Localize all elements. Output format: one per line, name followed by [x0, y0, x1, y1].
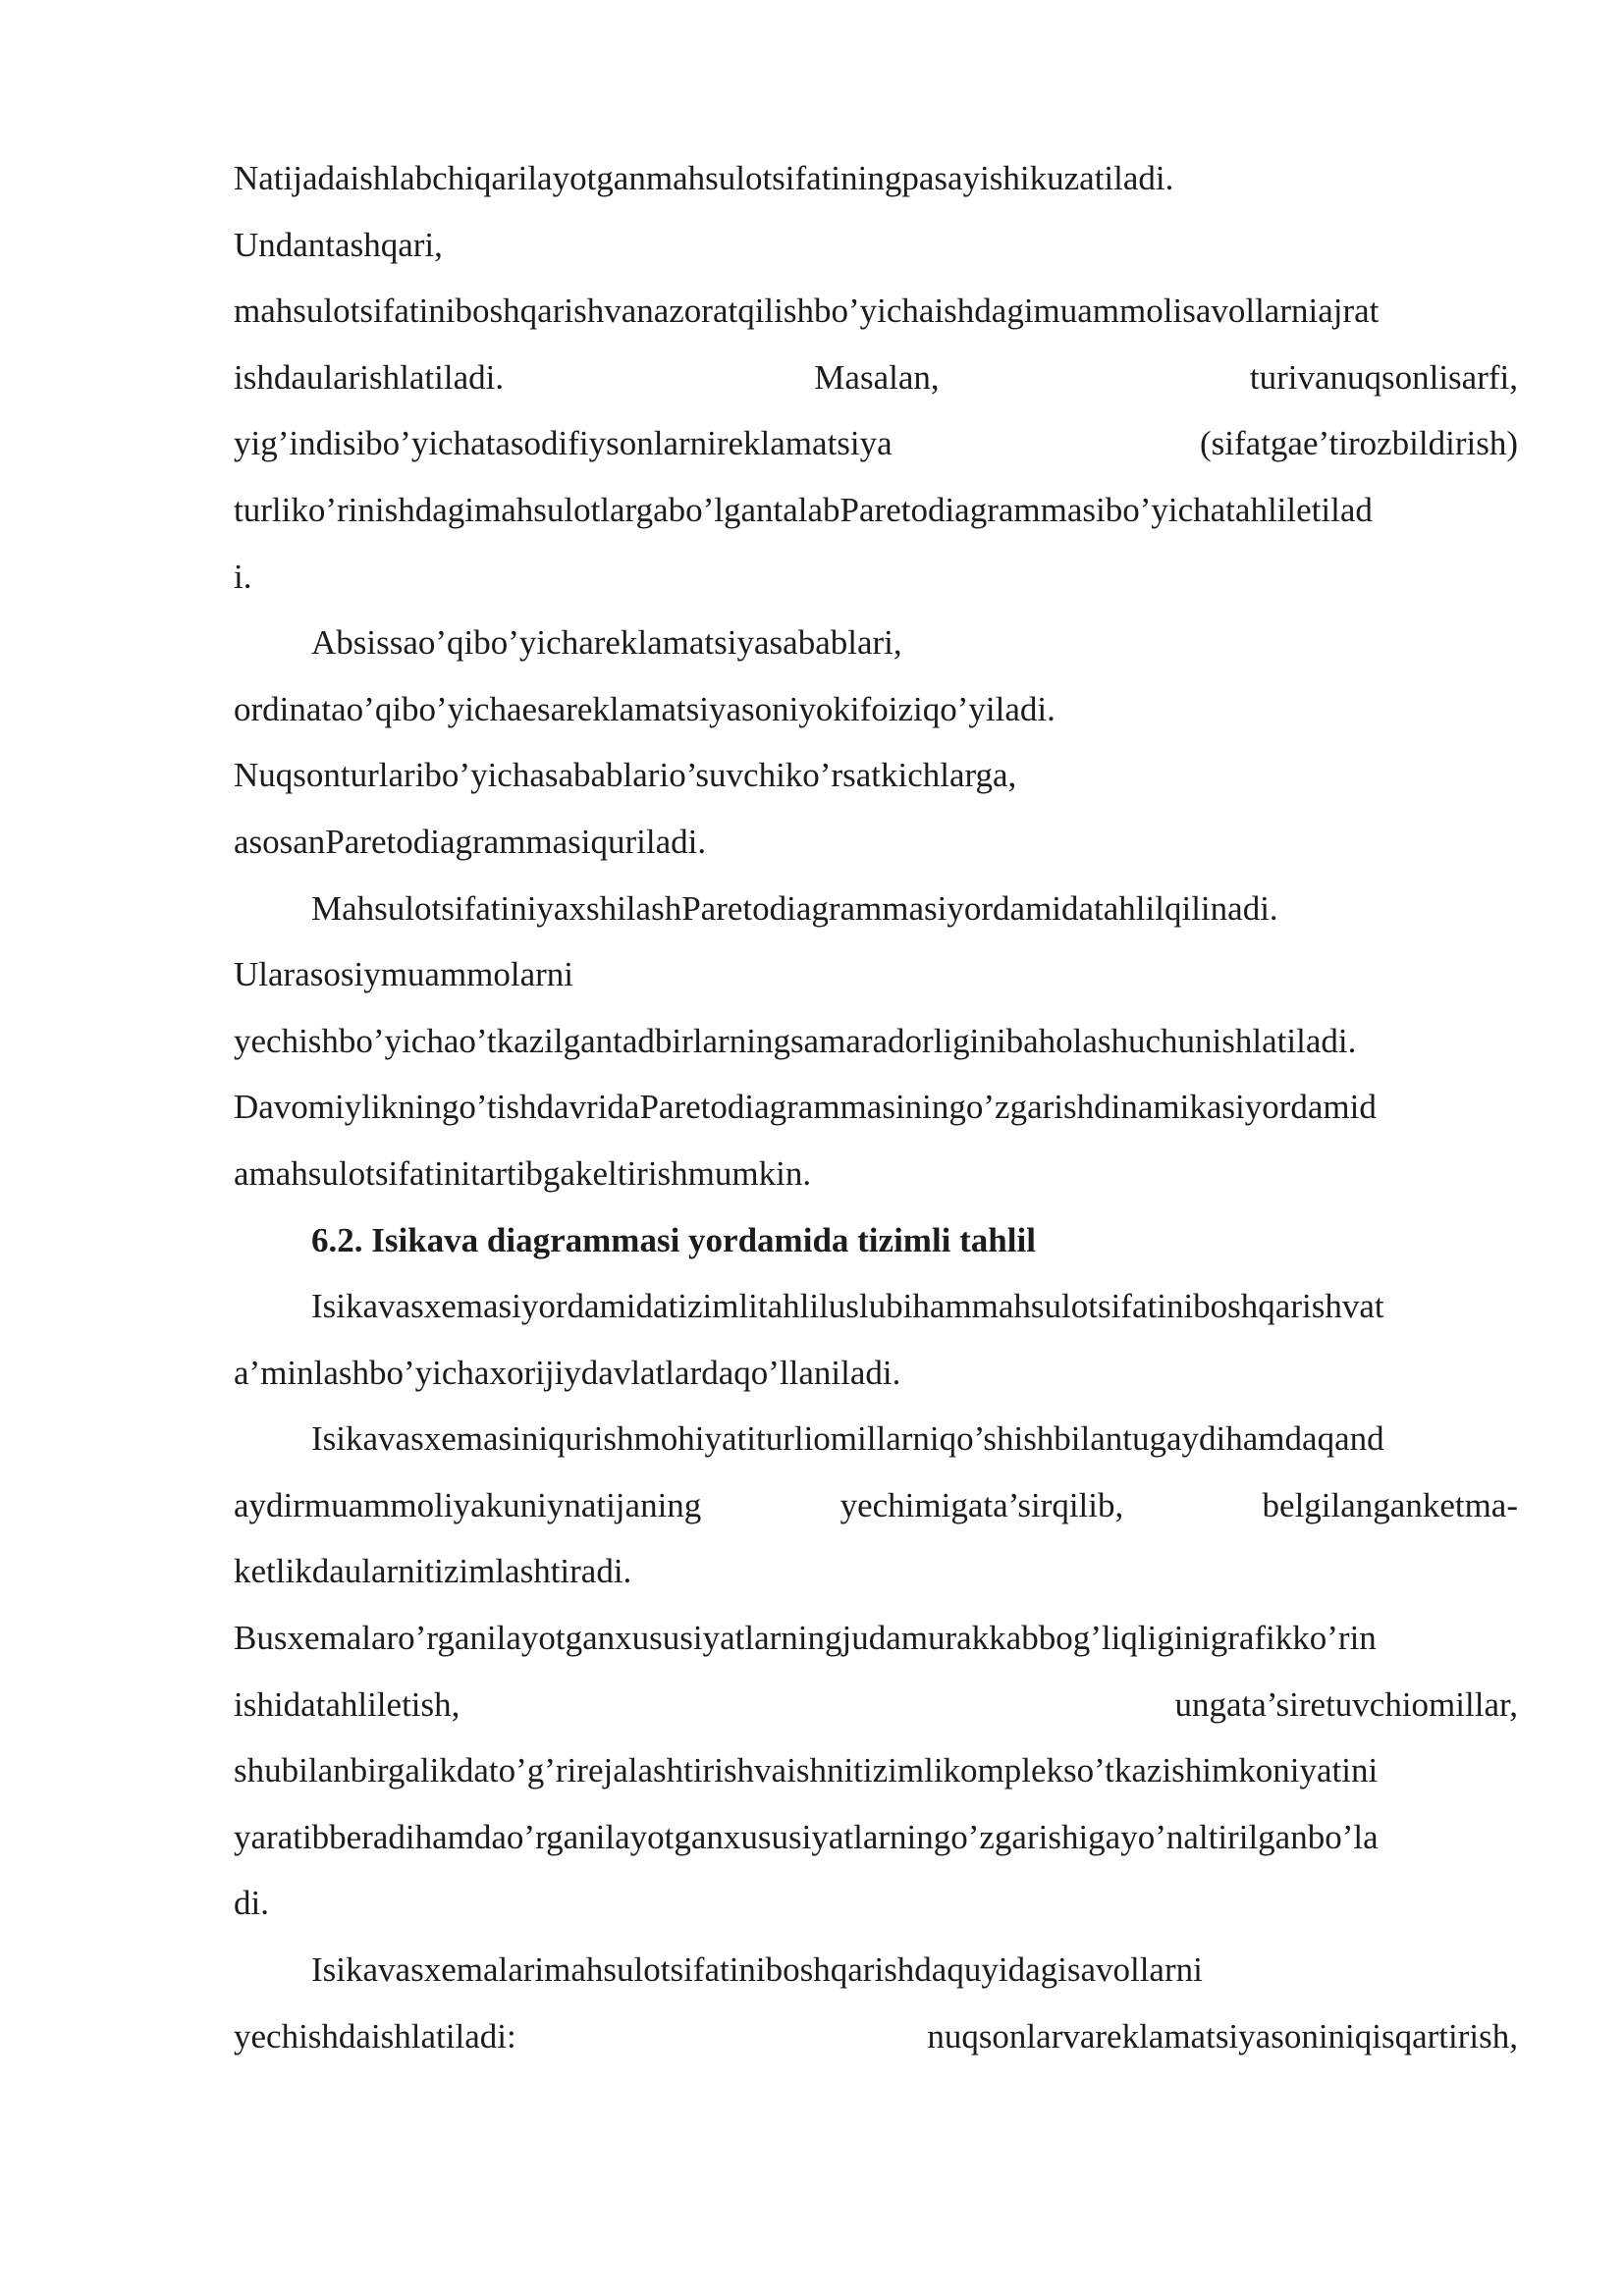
word: turivanuqsonlisarfi, [1249, 357, 1518, 397]
text-line: mahsulotsifatiniboshqarishvanazoratqilishbo’yichaishdagimuammolisavollarniajrat [234, 292, 1380, 331]
word: yechimigata’sirqilib, [839, 1485, 1124, 1524]
document-page [234, 145, 1518, 2069]
word: ishdaularishlatiladi. [234, 357, 505, 397]
paragraph-start: Isikavasxemasiniqurishmohiyatiturliomillarniqo’shishbilantugaydihamdaqand [311, 1419, 1384, 1459]
justified-line [234, 2003, 1518, 2070]
text-line: di. [234, 1884, 269, 1923]
word: (sifatgae’tirozbildirish) [1200, 424, 1518, 463]
text-line: Ularasosiymuammolarni [234, 955, 574, 994]
text-line: amahsulotsifatinitartibgakeltirishmumkin. [234, 1153, 812, 1193]
word: ishidatahliletish, [234, 1684, 460, 1724]
word: yechishdaishlatiladi: [234, 2016, 516, 2056]
justified-line [234, 410, 1518, 477]
text-line: ordinatao’qibo’yichaesareklamatsiyasoniyokifoiziqo’yiladi. [234, 689, 1056, 728]
text-line: turliko’rinishdagimahsulotlargabo’lgantalabParetodiagrammasibo’yichatahliletilad [234, 490, 1373, 529]
paragraph-start: MahsulotsifatiniyaxshilashParetodiagrammasiyordamidatahlilqilinadi. [311, 888, 1278, 928]
word: aydirmuammoliyakuniynatijaning [234, 1485, 702, 1524]
word: yig’indisibo’yichatasodifiysonlarnireklamatsiya [234, 424, 893, 463]
justified-line [234, 345, 1518, 411]
text-line: i. [234, 557, 252, 596]
text-line: Davomiylikningo’tishdavridaParetodiagrammasiningo’zgarishdinamikasiyordamid [234, 1088, 1377, 1127]
text-line: Undantashqari, [234, 225, 443, 264]
paragraph-start: Isikavasxemalarimahsulotsifatiniboshqarishdaquyidagisavollarni [311, 1950, 1203, 1990]
text-line: Busxemalaro’rganilayotganxususiyatlarningjudamurakkabbog’liqliginigrafikko’rin [234, 1619, 1377, 1658]
word: ungata’siretuvchiomillar, [1174, 1684, 1518, 1724]
word: nuqsonlarvareklamatsiyasoniniqisqartirish, [927, 2016, 1518, 2056]
justified-line [234, 1672, 1518, 1738]
word: belgilanganketma- [1262, 1485, 1518, 1524]
text-line: asosanParetodiagrammasiquriladi. [234, 822, 707, 861]
text-line: yaratibberadihamdao’rganilayotganxususiyatlarningo’zgarishigayo’naltirilganbo’la [234, 1817, 1379, 1856]
word: Masalan, [814, 357, 940, 397]
text-line: shubilanbirgalikdato’g’rirejalashtirishvaishnitizimlikomplekso’tkazishimkoniyatini [234, 1751, 1379, 1790]
text-line: yechishbo’yichao’tkazilgantadbirlarningsamaradorliginibaholashuchunishlatiladi. [234, 1021, 1357, 1060]
text-line: Natijadaishlabchiqarilayotganmahsulotsifatiningpasayishikuzatiladi. [234, 159, 1174, 197]
text-line: a’minlashbo’yichaxorijiydavlatlardaqo’llaniladi. [234, 1353, 901, 1392]
text-line: ketlikdaularnitizimlashtiradi. [234, 1552, 632, 1591]
text-line: Nuqsonturlaribo’yichasabablario’suvchiko’rsatkichlarga, [234, 756, 1017, 795]
paragraph-start: Absissao’qibo’yichareklamatsiyasabablari, [311, 623, 902, 663]
paragraph-start: Isikavasxemasiyordamidatizimlitahliluslubihammahsulotsifatiniboshqarishvat [311, 1287, 1384, 1326]
section-heading: 6.2. Isikava diagrammasi yordamida tizimli tahlil [311, 1220, 1036, 1259]
justified-line [234, 1472, 1518, 1539]
